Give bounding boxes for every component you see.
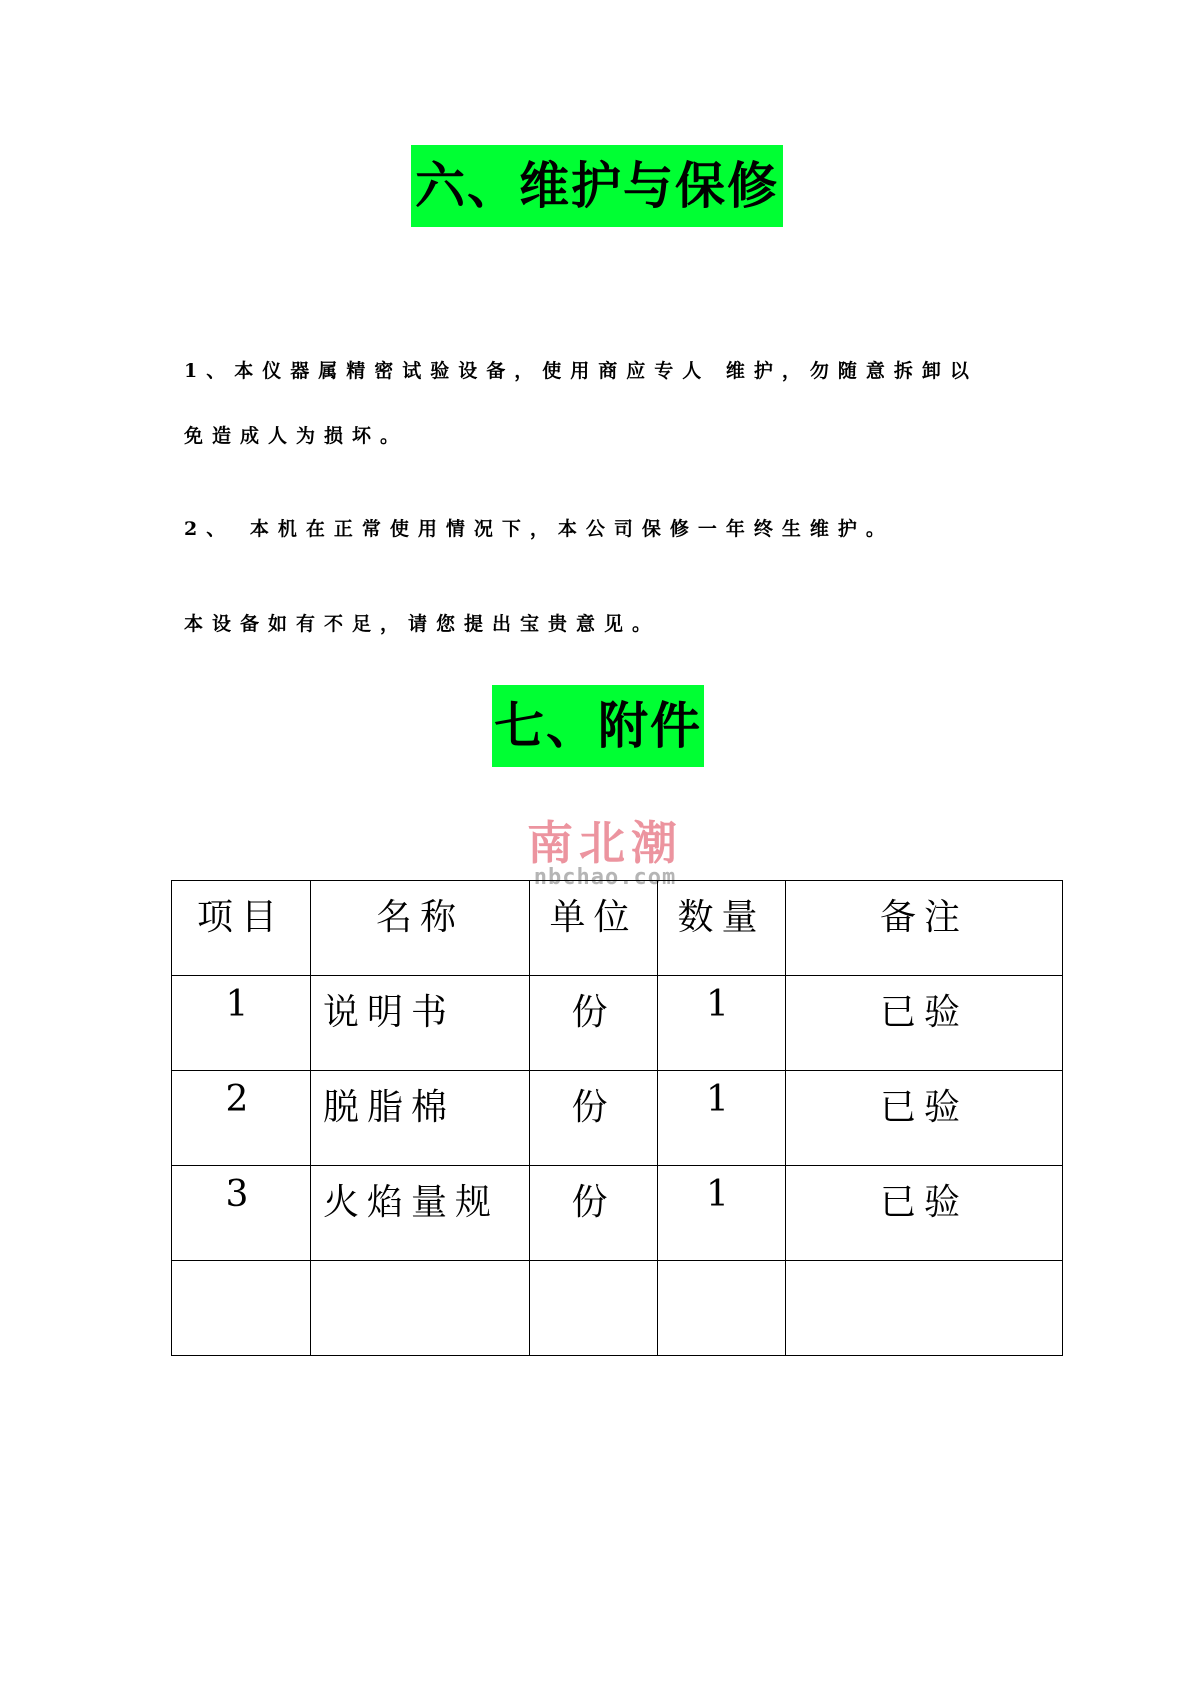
watermark-logo: [520, 818, 690, 888]
cell-remarks: 已验: [786, 976, 1063, 1071]
cell-unit: 份: [530, 1071, 658, 1166]
header-item: 项目: [172, 881, 311, 976]
watermark-cn-text: 南北潮: [527, 816, 683, 870]
table-row: [172, 976, 1063, 1071]
cell-name: 说明书: [311, 976, 530, 1071]
section-6-title: 六、维护与保修: [411, 145, 783, 227]
cell-remarks: 已验: [786, 1071, 1063, 1166]
paragraph-1-line-1: 1、本仪器属精密试验设备，使用商应专人 维护，勿随意拆卸以: [184, 360, 978, 382]
cell-item: 2: [172, 1071, 311, 1166]
cell-item: 1: [172, 976, 311, 1071]
header-unit: 单位: [530, 881, 658, 976]
cell-remarks: 已验: [786, 1166, 1063, 1261]
table-row: [172, 1261, 1063, 1356]
header-quantity: 数量: [658, 881, 786, 976]
table-row: [172, 1071, 1063, 1166]
header-remarks: 备注: [786, 881, 1063, 976]
cell-quantity: 1: [658, 1071, 786, 1166]
cell-item: 3: [172, 1166, 311, 1261]
cell-item: [172, 1261, 311, 1356]
cell-unit: 份: [530, 1166, 658, 1261]
header-name: 名称: [311, 881, 530, 976]
cell-remarks: [786, 1261, 1063, 1356]
paragraph-1-line-2: 免造成人为损坏。: [184, 425, 409, 447]
cell-name: [311, 1261, 530, 1356]
cell-name: 火焰量规: [311, 1166, 530, 1261]
cell-unit: 份: [530, 976, 658, 1071]
section-7-title: 七、附件: [492, 685, 704, 767]
cell-name: 脱脂棉: [311, 1071, 530, 1166]
accessories-table: [171, 880, 1063, 1356]
table-row: [172, 1166, 1063, 1261]
table-header-row: [172, 881, 1063, 976]
cell-unit: [530, 1261, 658, 1356]
cell-quantity: 1: [658, 976, 786, 1071]
cell-quantity: 1: [658, 1166, 786, 1261]
paragraph-3: 本设备如有不足，请您提出宝贵意见。: [184, 613, 661, 635]
watermark-en-text: nbchao.com: [533, 865, 677, 890]
paragraph-2: 2、 本机在正常使用情况下，本公司保修一年终生维护。: [184, 518, 894, 540]
cell-quantity: [658, 1261, 786, 1356]
